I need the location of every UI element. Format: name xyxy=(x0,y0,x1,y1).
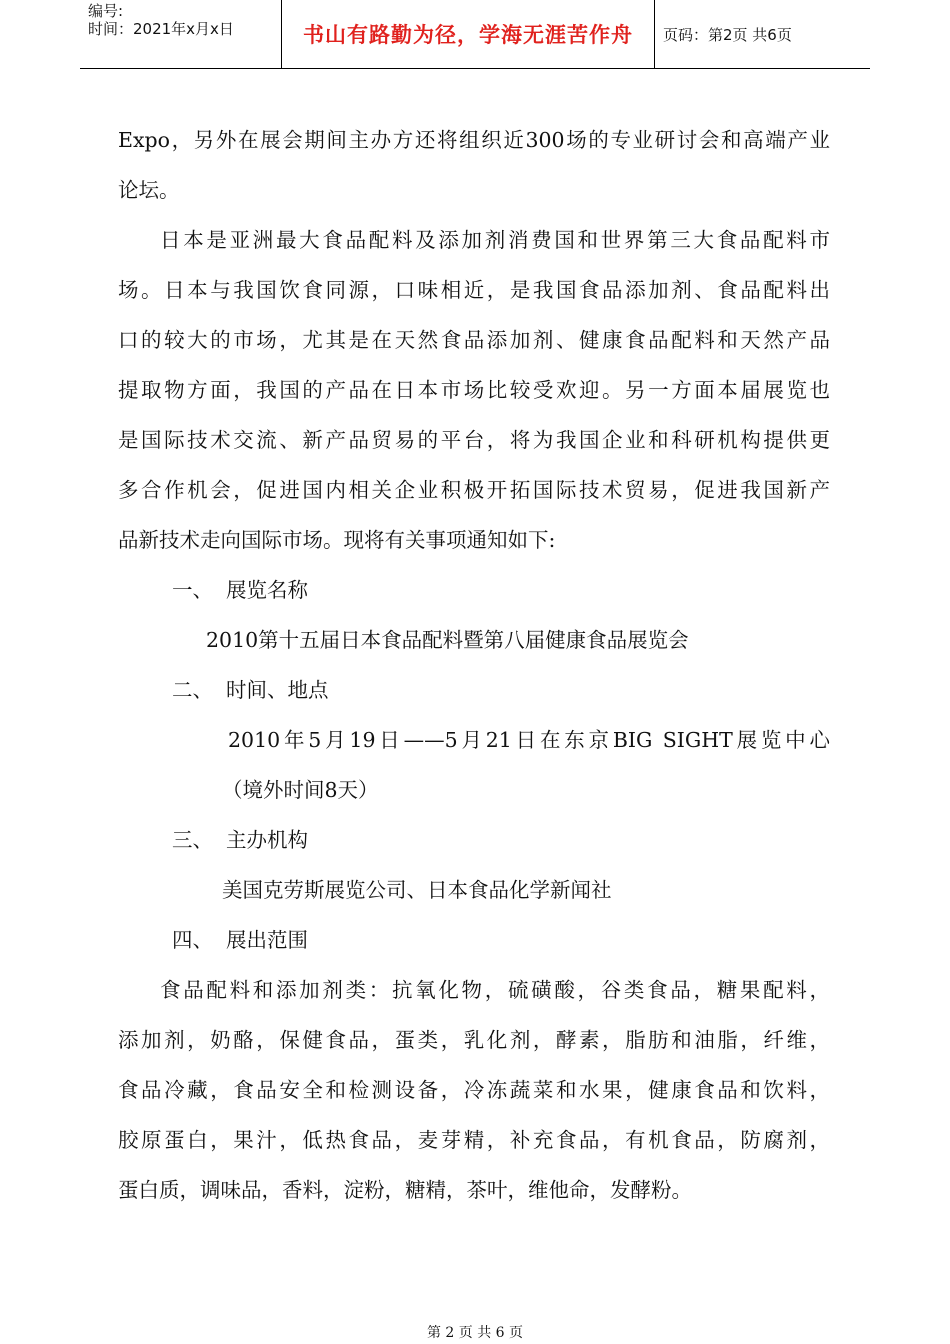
paragraph-line: 品新技术走向国际市场。现将有关事项通知如下: xyxy=(118,528,556,552)
page-header xyxy=(80,0,870,69)
section-heading: 二、 时间、地点 xyxy=(172,678,329,702)
paragraph-line: 食品冷藏，食品安全和检测设备，冷冻蔬菜和水果，健康食品和饮料， xyxy=(118,1078,830,1102)
header-motto: 书山有路勤为径，学海无涯苦作舟 xyxy=(303,23,633,47)
section-heading: 三、 主办机构 xyxy=(172,828,309,852)
section-text: 2010第十五届日本食品配料暨第八届健康食品展览会 xyxy=(206,628,689,652)
paragraph-line: 胶原蛋白，果汁，低热食品，麦芽精，补充食品，有机食品，防腐剂， xyxy=(118,1128,830,1152)
section-heading: 四、 展出范围 xyxy=(172,928,309,952)
section-text: （境外时间8天） xyxy=(222,778,379,802)
paragraph-line: 日本是亚洲最大食品配料及添加剂消费国和世界第三大食品配料市 xyxy=(160,228,830,252)
header-page-number: 页码：第2页 共6页 xyxy=(663,25,792,44)
paragraph-line: 口的较大的市场，尤其是在天然食品添加剂、健康食品配料和天然产品 xyxy=(118,328,830,352)
header-meta xyxy=(88,2,234,38)
document-date-label: 时间：2021年x月x日 xyxy=(88,20,234,38)
section-text: 美国克劳斯展览公司、日本食品化学新闻社 xyxy=(222,878,612,902)
document-number-label: 编号: xyxy=(88,2,124,20)
paragraph-line: 食品配料和添加剂类：抗氧化物，硫磺酸，谷类食品，糖果配料， xyxy=(160,978,830,1002)
paragraph-line: 多合作机会，促进国内相关企业积极开拓国际技术贸易，促进我国新产 xyxy=(118,478,830,502)
paragraph-line: 论坛。 xyxy=(118,178,180,202)
paragraph-line: 场。日本与我国饮食同源，口味相近，是我国食品添加剂、食品配料出 xyxy=(118,278,830,302)
paragraph-line: 蛋白质，调味品，香料，淀粉，糖精，茶叶，维他命，发酵粉。 xyxy=(118,1178,692,1202)
paragraph-line: 是国际技术交流、新产品贸易的平台，将为我国企业和科研机构提供更 xyxy=(118,428,830,452)
section-heading: 一、 展览名称 xyxy=(172,578,309,602)
paragraph-line: 添加剂，奶酪，保健食品，蛋类，乳化剂，酵素，脂肪和油脂，纤维， xyxy=(118,1028,830,1052)
paragraph-line: 提取物方面，我国的产品在日本市场比较受欢迎。另一方面本届展览也 xyxy=(118,378,830,402)
page-footer: 第 2 页 共 6 页 xyxy=(426,1325,524,1341)
paragraph-line: Expo，另外在展会期间主办方还将组织近300场的专业研讨会和高端产业 xyxy=(118,128,830,152)
section-text: 2010年5月19日——5月21日在东京BIG SIGHT展览中心 xyxy=(228,728,830,752)
